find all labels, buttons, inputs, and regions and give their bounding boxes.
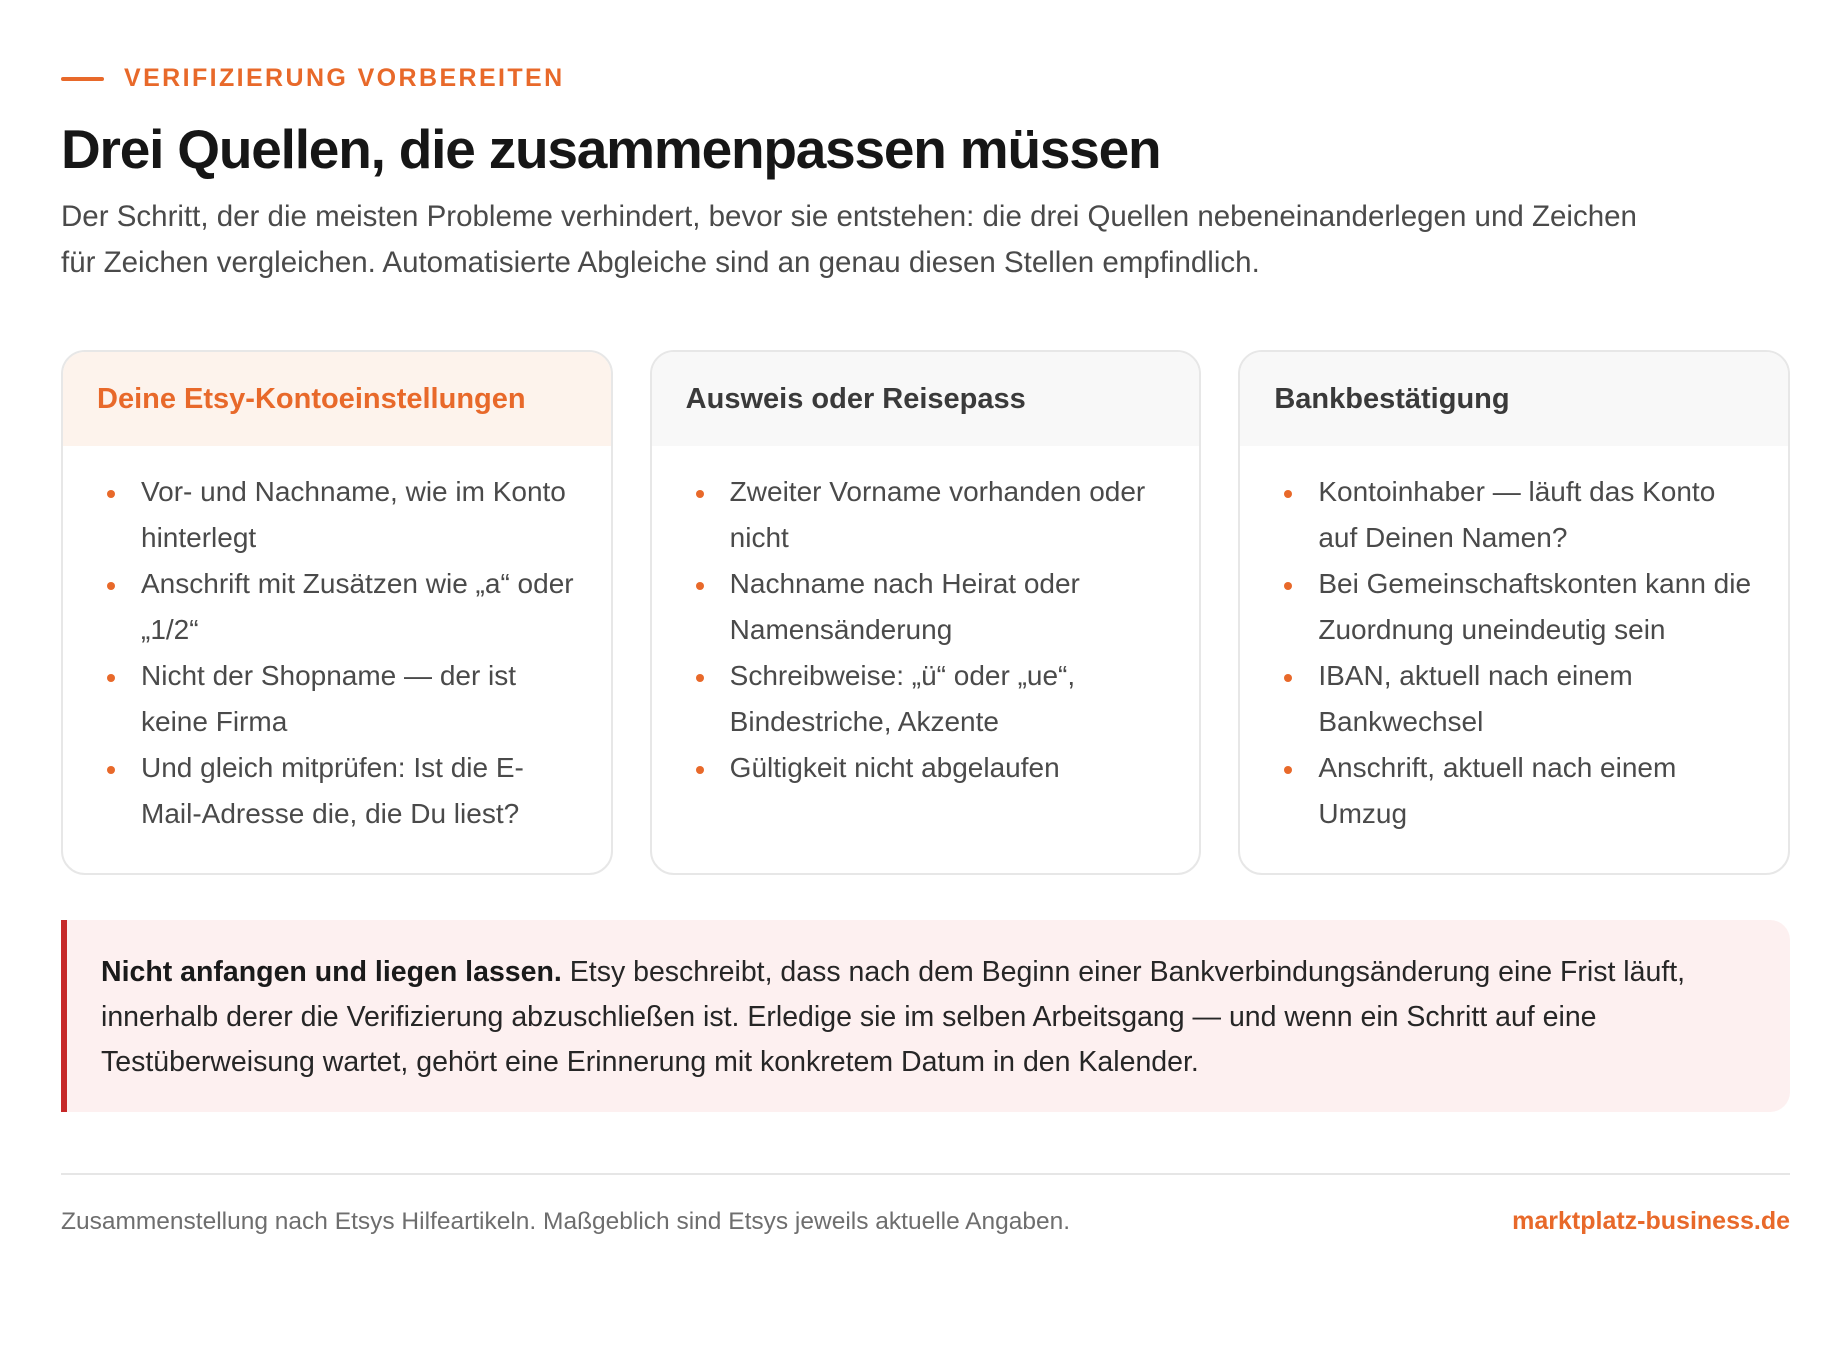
card-title: Deine Etsy-Kontoeinstellungen xyxy=(63,352,611,446)
bullet-dot-icon xyxy=(696,582,704,590)
card-list xyxy=(63,446,611,837)
card-title: Bankbestätigung xyxy=(1240,352,1788,446)
intro-paragraph: Der Schritt, der die meisten Probleme verhindert, bevor sie entstehen: die drei Quellen nebeneinanderlegen und Zeichen für Zeichen vergleichen. Automatisierte Abgleiche sind an genau diesen Stellen empfindlich. xyxy=(61,200,1637,279)
bullet-dot-icon xyxy=(696,766,704,774)
list-item: Kontoinhaber — läuft das Konto auf Deinen Namen? xyxy=(1284,469,1754,561)
card-title: Ausweis oder Reisepass xyxy=(652,352,1200,446)
source-cards xyxy=(61,350,1790,875)
callout-text: Etsy beschreibt, dass nach dem Beginn einer Bankverbindungsänderung eine Frist läuft, innerhalb derer die Verifizierung abzuschließen ist. Erledige sie im selben Arbeitsgang — und wenn ein Schritt auf eine Testüberweisung wartet, gehört eine Erinnerung mit konkretem Datum in den Kalender. xyxy=(101,956,1686,1078)
bullet-dot-icon xyxy=(107,766,115,774)
list-item: Schreibweise: „ü“ oder „ue“, Bindestriche, Akzente xyxy=(696,653,1166,745)
footer-divider xyxy=(61,1173,1790,1175)
list-item: Und gleich mitprüfen: Ist die E-Mail-Adresse die, die Du liest? xyxy=(107,745,577,837)
list-item: Bei Gemeinschaftskonten kann die Zuordnung uneindeutig sein xyxy=(1284,561,1754,653)
bullet-dot-icon xyxy=(696,490,704,498)
list-item: Zweiter Vorname vorhanden oder nicht xyxy=(696,469,1166,561)
list-item: IBAN, aktuell nach einem Bankwechsel xyxy=(1284,653,1754,745)
eyebrow-label: VERIFIZIERUNG VORBEREITEN xyxy=(124,64,565,92)
bullet-dot-icon xyxy=(107,490,115,498)
eyebrow-rule xyxy=(61,77,104,81)
card-list xyxy=(1240,446,1788,837)
eyebrow xyxy=(61,64,565,93)
card-bank-confirmation xyxy=(1238,350,1790,875)
card-id-document xyxy=(650,350,1202,875)
bullet-dot-icon xyxy=(1284,674,1292,682)
page xyxy=(61,0,1790,1356)
card-list xyxy=(652,446,1200,791)
brand-link[interactable]: marktplatz-business.de xyxy=(1512,1207,1790,1235)
list-item: Vor- und Nachname, wie im Konto hinterlegt xyxy=(107,469,577,561)
list-item: Anschrift mit Zusätzen wie „a“ oder „1/2“ xyxy=(107,561,577,653)
bullet-dot-icon xyxy=(107,582,115,590)
bullet-dot-icon xyxy=(107,674,115,682)
page-title: Drei Quellen, die zusammenpassen müssen xyxy=(61,118,1161,180)
list-item: Anschrift, aktuell nach einem Umzug xyxy=(1284,745,1754,837)
list-item: Nachname nach Heirat oder Namensänderung xyxy=(696,561,1166,653)
bullet-dot-icon xyxy=(696,674,704,682)
list-item: Nicht der Shopname — der ist keine Firma xyxy=(107,653,577,745)
card-etsy-settings xyxy=(61,350,613,875)
bullet-dot-icon xyxy=(1284,766,1292,774)
warning-callout xyxy=(61,920,1790,1112)
footer-note: Zusammenstellung nach Etsys Hilfeartikeln. Maßgeblich sind Etsys jeweils aktuelle Angaben. xyxy=(61,1208,1071,1235)
bullet-dot-icon xyxy=(1284,582,1292,590)
callout-lead: Nicht anfangen und liegen lassen. xyxy=(101,956,562,988)
bullet-dot-icon xyxy=(1284,490,1292,498)
list-item: Gültigkeit nicht abgelaufen xyxy=(696,745,1166,791)
